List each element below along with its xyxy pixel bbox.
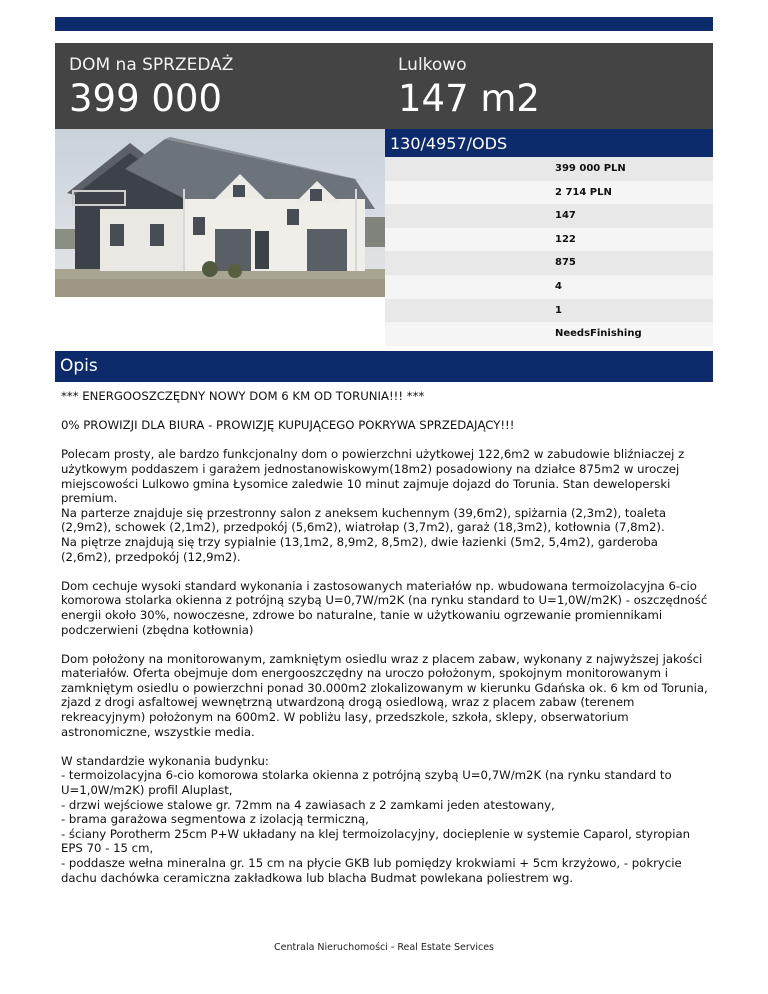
description-paragraph: Polecam prosty, ale bardzo funkcjonalny dom o powierzchni użytkowej 122,6m2 w zabudowie bliźniaczej z użytkowym poddaszem i garażem jednostanowiskowym(18m2) posadowiony na działce 875m2 w uroczej miejscowości Lulkowo gmina Łysomice zaledwie 10 minut zajmuje dojazd do Torunia. Stan deweloperski premium. Na parterze znajduje się przestronny salon z aneksem kuchennym (39,6m2), spiżarnia (2,3m2), toaleta (2,9m2), schowek (2,1m2), przedpokój (5,6m2), wiatrołap (3,7m2), garaż (18,3m2), kotłownia (7,8m2). Na piętrze znajdują się trzy sypialnie (13,1m2, 8,9m2, 8,5m2), dwie łazienki (5m2, 5,4m2), garderoba (2,6m2), przedpokój (12,9m2). bbox=[61, 447, 685, 564]
listing-location: Lulkowo bbox=[398, 55, 467, 75]
spec-total-area: 147 bbox=[385, 204, 713, 228]
listing-type: DOM na SPRZEDAŻ bbox=[69, 55, 234, 75]
spec-floors: 1 bbox=[385, 299, 713, 323]
reference-number: 130/4957/ODS bbox=[385, 129, 713, 157]
spec-usable-area: 122 bbox=[385, 228, 713, 252]
page-footer: Centrala Nieruchomości - Real Estate Services bbox=[274, 942, 494, 953]
spec-condition: NeedsFinishing bbox=[385, 322, 713, 346]
price-block bbox=[69, 43, 233, 121]
specs-table bbox=[385, 157, 713, 346]
top-accent-bar bbox=[55, 17, 713, 31]
listing-area: 147 m2 bbox=[398, 77, 540, 120]
description-paragraph: Dom cechuje wysoki standard wykonania i zastosowanych materiałów np. wbudowana termoizolacyjna 6-cio komorowa stolarka okienna z potrójną szybą U=0,7W/m2K (na rynku standard to U=1,0W/m2K) - oszczędność energii około 30%, nowoczesne, zdrowe bo naturalne, tanie w użytkowaniu ogrzewanie promiennikami podczerwieni (zbędna kotłownia) bbox=[61, 578, 708, 637]
spec-plot-area: 875 bbox=[385, 251, 713, 275]
description-text bbox=[61, 389, 711, 900]
listing-header bbox=[55, 43, 713, 129]
description-paragraph: *** ENERGOOSZCZĘDNY NOWY DOM 6 KM OD TORUNIA!!! *** bbox=[61, 389, 425, 403]
listing-price: 399 000 bbox=[69, 77, 223, 120]
description-heading: Opis bbox=[55, 351, 713, 382]
spec-price-per-m2: 2 714 PLN bbox=[385, 181, 713, 205]
spec-price: 399 000 PLN bbox=[385, 157, 713, 181]
description-paragraph: 0% PROWIZJI DLA BIURA - PROWIZJĘ KUPUJĄCEGO POKRYWA SPRZEDAJĄCY!!! bbox=[61, 418, 515, 433]
description-paragraph: Dom położony na monitorowanym, zamkniętym osiedlu wraz z placem zabaw, wykonany z najwyższej jakości materiałów. Oferta obejmuje dom energooszczędny na uroczo położonym, spokojnym monitorowanym i zamkniętym osiedlu o powierzchni ponad 30.000m2 zlokalizowanym w kierunku Gdańska ok. 6 km od Torunia, zjazd z drogi asfaltowej wewnętrzną utwardzoną drogą osiedlową, wraz z placem zabaw (terenem rekreacyjnym) położonym na 600m2. W pobliżu lasy, przedszkole, szkoła, sklepy, obserwatorium astronomiczne, wszystkie media. bbox=[61, 651, 708, 739]
location-block bbox=[398, 43, 540, 121]
property-photo bbox=[55, 129, 385, 297]
description-paragraph: W standardzie wykonania budynku: - termoizolacyjna 6-cio komorowa stolarka okienna z potrójną szybą U=0,7W/m2K (na rynku standard to U=1,0W/m2K) profil Aluplast, - drzwi wejściowe stalowe gr. 72mm na 4 zawiasach z 2 zamkami jeden atestowany, - brama garażowa segmentowa z izolacją termiczną, - ściany Porotherm 25cm P+W układany na klej termoizolacyjny, docieplenie w systemie Caparol, styropian EPS 70 - 15 cm, - poddasze wełna mineralna gr. 15 cm na płycie GKB lub pomiędzy krokwiami + 5cm krzyżowo, - pokrycie dachu dachówka ceramiczna zakładkowa lub blacha Budmat powlekana poliestrem wg. bbox=[61, 753, 691, 885]
spec-rooms: 4 bbox=[385, 275, 713, 299]
